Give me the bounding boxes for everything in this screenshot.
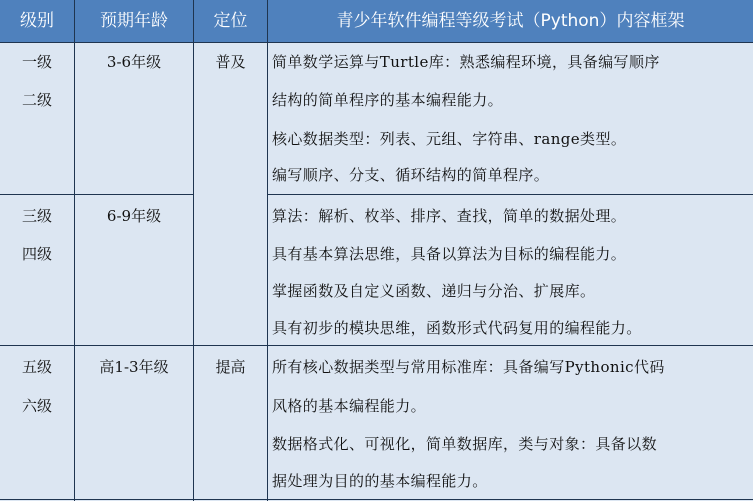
content-line: 具有初步的模块思维，函数形式代码复用的编程能力。 xyxy=(272,319,642,337)
age-label: 3-6年级 xyxy=(106,53,162,71)
level-label: 五级 xyxy=(21,358,52,376)
position-label: 普及 xyxy=(215,53,246,71)
header-level: 级别 xyxy=(20,11,54,31)
level-label: 三级 xyxy=(21,207,52,225)
position-label: 提高 xyxy=(215,358,246,376)
level-label: 四级 xyxy=(21,245,52,263)
header-age: 预期年龄 xyxy=(100,11,168,31)
level-label: 六级 xyxy=(21,397,52,415)
table-header xyxy=(0,0,753,42)
column-divider xyxy=(193,0,194,501)
content-line: 算法：解析、枚举、排序、查找，简单的数据处理。 xyxy=(272,207,627,225)
row-divider xyxy=(0,194,194,195)
row-divider xyxy=(267,194,753,195)
content-line: 掌握函数及自定义函数、递归与分治、扩展库。 xyxy=(272,282,596,300)
column-divider xyxy=(74,0,75,501)
content-line: 编写顺序、分支、循环结构的简单程序。 xyxy=(272,166,550,184)
age-label: 高1-3年级 xyxy=(99,358,169,376)
row-divider xyxy=(0,345,753,346)
header-content: 青少年软件编程等级考试（Python）内容框架 xyxy=(336,11,685,31)
level-label: 二级 xyxy=(21,91,52,109)
row-divider xyxy=(0,499,753,500)
content-line: 简单数学运算与Turtle库：熟悉编程环境，具备编写顺序 xyxy=(272,53,660,71)
content-line: 风格的基本编程能力。 xyxy=(272,397,427,415)
level-label: 一级 xyxy=(21,53,52,71)
content-line: 核心数据类型：列表、元组、字符串、range类型。 xyxy=(272,130,627,148)
row-divider xyxy=(0,42,753,43)
content-line: 具有基本算法思维，具备以算法为目标的编程能力。 xyxy=(272,245,627,263)
content-line: 数据格式化、可视化，简单数据库，类与对象：具备以数 xyxy=(272,435,658,453)
header-position: 定位 xyxy=(213,11,248,31)
content-line: 据处理为目的的基本编程能力。 xyxy=(272,472,488,490)
column-divider xyxy=(267,0,268,501)
age-label: 6-9年级 xyxy=(106,207,162,225)
content-line: 结构的简单程序的基本编程能力。 xyxy=(272,91,504,109)
content-line: 所有核心数据类型与常用标准库：具备编写Pythonic代码 xyxy=(272,358,665,376)
